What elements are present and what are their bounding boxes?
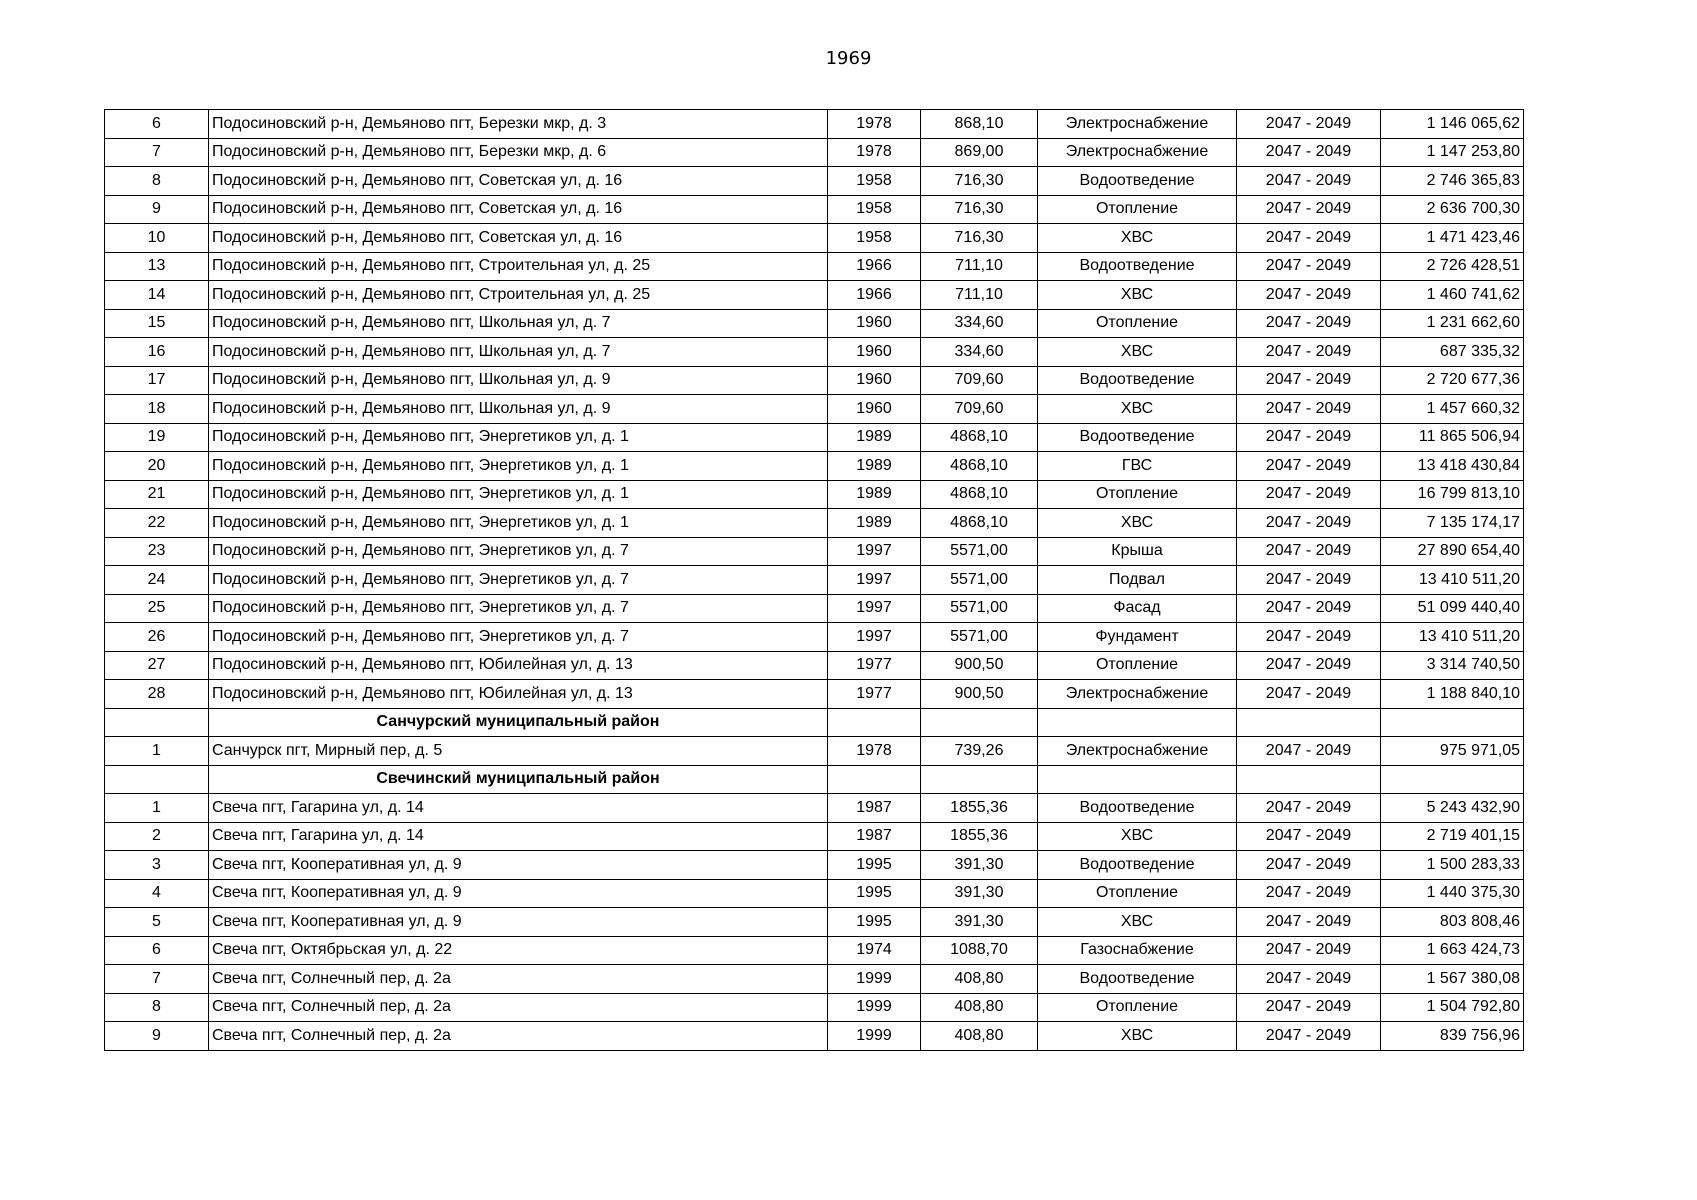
cell-row-number: 25 <box>105 594 209 623</box>
cell-area: 739,26 <box>921 737 1038 766</box>
cell-work-type: ХВС <box>1038 1022 1237 1051</box>
cell-row-number: 17 <box>105 366 209 395</box>
cell-area: 1088,70 <box>921 936 1038 965</box>
table-row <box>105 110 1524 139</box>
cell-row-number: 26 <box>105 623 209 652</box>
cell-address: Подосиновский р-н, Демьяново пгт, Юбилейная ул, д. 13 <box>209 680 828 709</box>
table-row <box>105 623 1524 652</box>
cell-build-year: 1978 <box>828 110 921 139</box>
cell-period: 2047 - 2049 <box>1237 680 1381 709</box>
cell-period: 2047 - 2049 <box>1237 623 1381 652</box>
table-row <box>105 138 1524 167</box>
section-header-row <box>105 708 1524 737</box>
cell-address: Свеча пгт, Октябрьская ул, д. 22 <box>209 936 828 965</box>
cell-period: 2047 - 2049 <box>1237 224 1381 253</box>
table-row <box>105 936 1524 965</box>
cell-row-number: 1 <box>105 794 209 823</box>
empty-cell <box>921 765 1038 794</box>
cell-build-year: 1974 <box>828 936 921 965</box>
cell-address: Подосиновский р-н, Демьяново пгт, Школьная ул, д. 7 <box>209 338 828 367</box>
cell-period: 2047 - 2049 <box>1237 737 1381 766</box>
cell-build-year: 1995 <box>828 851 921 880</box>
cell-cost: 2 746 365,83 <box>1381 167 1524 196</box>
cell-build-year: 1989 <box>828 452 921 481</box>
cell-area: 334,60 <box>921 338 1038 367</box>
cell-area: 4868,10 <box>921 509 1038 538</box>
empty-cell <box>105 708 209 737</box>
cell-address: Подосиновский р-н, Демьяново пгт, Энергетиков ул, д. 1 <box>209 480 828 509</box>
cell-period: 2047 - 2049 <box>1237 566 1381 595</box>
cell-row-number: 16 <box>105 338 209 367</box>
empty-cell <box>828 765 921 794</box>
cell-address: Подосиновский р-н, Демьяново пгт, Советская ул, д. 16 <box>209 195 828 224</box>
table-row <box>105 452 1524 481</box>
cell-build-year: 1987 <box>828 822 921 851</box>
cell-work-type: Подвал <box>1038 566 1237 595</box>
cell-area: 900,50 <box>921 680 1038 709</box>
cell-work-type: Электроснабжение <box>1038 680 1237 709</box>
cell-address: Свеча пгт, Солнечный пер, д. 2а <box>209 1022 828 1051</box>
cell-address: Подосиновский р-н, Демьяново пгт, Школьная ул, д. 9 <box>209 366 828 395</box>
cell-area: 1855,36 <box>921 794 1038 823</box>
cell-cost: 1 500 283,33 <box>1381 851 1524 880</box>
cell-cost: 1 460 741,62 <box>1381 281 1524 310</box>
cell-work-type: Отопление <box>1038 195 1237 224</box>
cell-build-year: 1977 <box>828 680 921 709</box>
cell-cost: 11 865 506,94 <box>1381 423 1524 452</box>
cell-area: 408,80 <box>921 965 1038 994</box>
cell-address: Свеча пгт, Солнечный пер, д. 2а <box>209 993 828 1022</box>
cell-row-number: 6 <box>105 110 209 139</box>
cell-area: 5571,00 <box>921 623 1038 652</box>
cell-row-number: 27 <box>105 651 209 680</box>
cell-period: 2047 - 2049 <box>1237 281 1381 310</box>
cell-area: 408,80 <box>921 1022 1038 1051</box>
cell-address: Подосиновский р-н, Демьяново пгт, Строительная ул, д. 25 <box>209 252 828 281</box>
cell-row-number: 8 <box>105 993 209 1022</box>
cell-address: Подосиновский р-н, Демьяново пгт, Школьная ул, д. 9 <box>209 395 828 424</box>
cell-cost: 13 418 430,84 <box>1381 452 1524 481</box>
cell-build-year: 1960 <box>828 309 921 338</box>
cell-address: Подосиновский р-н, Демьяново пгт, Строительная ул, д. 25 <box>209 281 828 310</box>
cell-row-number: 18 <box>105 395 209 424</box>
cell-address: Свеча пгт, Солнечный пер, д. 2а <box>209 965 828 994</box>
cell-area: 868,10 <box>921 110 1038 139</box>
cell-build-year: 1995 <box>828 908 921 937</box>
cell-cost: 687 335,32 <box>1381 338 1524 367</box>
cell-cost: 13 410 511,20 <box>1381 566 1524 595</box>
cell-work-type: Водоотведение <box>1038 252 1237 281</box>
cell-row-number: 21 <box>105 480 209 509</box>
cell-cost: 839 756,96 <box>1381 1022 1524 1051</box>
cell-area: 716,30 <box>921 167 1038 196</box>
cell-cost: 1 146 065,62 <box>1381 110 1524 139</box>
cell-build-year: 1989 <box>828 423 921 452</box>
cell-cost: 1 471 423,46 <box>1381 224 1524 253</box>
cell-work-type: ХВС <box>1038 224 1237 253</box>
cell-build-year: 1999 <box>828 1022 921 1051</box>
cell-work-type: Водоотведение <box>1038 794 1237 823</box>
cell-build-year: 1997 <box>828 537 921 566</box>
cell-work-type: Отопление <box>1038 309 1237 338</box>
cell-row-number: 7 <box>105 965 209 994</box>
cell-area: 709,60 <box>921 395 1038 424</box>
table-row <box>105 651 1524 680</box>
cell-cost: 1 188 840,10 <box>1381 680 1524 709</box>
cell-row-number: 14 <box>105 281 209 310</box>
cell-address: Свеча пгт, Кооперативная ул, д. 9 <box>209 851 828 880</box>
cell-cost: 16 799 813,10 <box>1381 480 1524 509</box>
cell-address: Подосиновский р-н, Демьяново пгт, Энергетиков ул, д. 7 <box>209 537 828 566</box>
cell-area: 5571,00 <box>921 566 1038 595</box>
cell-address: Санчурск пгт, Мирный пер, д. 5 <box>209 737 828 766</box>
cell-row-number: 4 <box>105 879 209 908</box>
cell-build-year: 1977 <box>828 651 921 680</box>
table-row <box>105 509 1524 538</box>
cell-build-year: 1966 <box>828 281 921 310</box>
cell-period: 2047 - 2049 <box>1237 338 1381 367</box>
table-row <box>105 680 1524 709</box>
empty-cell <box>1237 765 1381 794</box>
cell-address: Подосиновский р-н, Демьяново пгт, Энергетиков ул, д. 1 <box>209 509 828 538</box>
table-row <box>105 794 1524 823</box>
cell-area: 391,30 <box>921 879 1038 908</box>
cell-row-number: 9 <box>105 1022 209 1051</box>
cell-cost: 1 231 662,60 <box>1381 309 1524 338</box>
cell-build-year: 1960 <box>828 366 921 395</box>
cell-area: 716,30 <box>921 195 1038 224</box>
cell-work-type: Фундамент <box>1038 623 1237 652</box>
empty-cell <box>105 765 209 794</box>
cell-period: 2047 - 2049 <box>1237 794 1381 823</box>
cell-cost: 1 457 660,32 <box>1381 395 1524 424</box>
cell-address: Свеча пгт, Кооперативная ул, д. 9 <box>209 908 828 937</box>
cell-build-year: 1966 <box>828 252 921 281</box>
cell-address: Подосиновский р-н, Демьяново пгт, Березки мкр, д. 6 <box>209 138 828 167</box>
table-row <box>105 338 1524 367</box>
cell-row-number: 1 <box>105 737 209 766</box>
cell-work-type: Газоснабжение <box>1038 936 1237 965</box>
cell-work-type: Отопление <box>1038 993 1237 1022</box>
cell-work-type: Отопление <box>1038 480 1237 509</box>
cell-address: Подосиновский р-н, Демьяново пгт, Школьная ул, д. 7 <box>209 309 828 338</box>
cell-row-number: 23 <box>105 537 209 566</box>
cell-area: 391,30 <box>921 851 1038 880</box>
cell-row-number: 19 <box>105 423 209 452</box>
cell-address: Подосиновский р-н, Демьяново пгт, Энергетиков ул, д. 7 <box>209 566 828 595</box>
cell-area: 5571,00 <box>921 537 1038 566</box>
table-row <box>105 252 1524 281</box>
cell-work-type: ХВС <box>1038 338 1237 367</box>
cell-area: 4868,10 <box>921 480 1038 509</box>
cell-period: 2047 - 2049 <box>1237 252 1381 281</box>
table-row <box>105 879 1524 908</box>
cell-work-type: Электроснабжение <box>1038 110 1237 139</box>
cell-address: Подосиновский р-н, Демьяново пгт, Энергетиков ул, д. 7 <box>209 594 828 623</box>
table-row <box>105 423 1524 452</box>
cell-period: 2047 - 2049 <box>1237 309 1381 338</box>
cell-row-number: 2 <box>105 822 209 851</box>
cell-period: 2047 - 2049 <box>1237 594 1381 623</box>
cell-area: 5571,00 <box>921 594 1038 623</box>
cell-row-number: 7 <box>105 138 209 167</box>
cell-row-number: 8 <box>105 167 209 196</box>
cell-work-type: ХВС <box>1038 509 1237 538</box>
cell-build-year: 1989 <box>828 480 921 509</box>
cell-area: 4868,10 <box>921 423 1038 452</box>
cell-address: Подосиновский р-н, Демьяново пгт, Энергетиков ул, д. 7 <box>209 623 828 652</box>
cell-cost: 1 147 253,80 <box>1381 138 1524 167</box>
table-row <box>105 566 1524 595</box>
cell-build-year: 1997 <box>828 566 921 595</box>
cell-cost: 1 663 424,73 <box>1381 936 1524 965</box>
cell-build-year: 1960 <box>828 395 921 424</box>
cell-work-type: Отопление <box>1038 879 1237 908</box>
cell-period: 2047 - 2049 <box>1237 195 1381 224</box>
cell-build-year: 1958 <box>828 195 921 224</box>
cell-build-year: 1958 <box>828 167 921 196</box>
cell-work-type: Электроснабжение <box>1038 138 1237 167</box>
empty-cell <box>1237 708 1381 737</box>
cell-work-type: ХВС <box>1038 908 1237 937</box>
cell-work-type: Крыша <box>1038 537 1237 566</box>
cell-period: 2047 - 2049 <box>1237 1022 1381 1051</box>
table-row <box>105 1022 1524 1051</box>
cell-work-type: Водоотведение <box>1038 423 1237 452</box>
cell-build-year: 1978 <box>828 138 921 167</box>
table-row <box>105 822 1524 851</box>
cell-address: Свеча пгт, Гагарина ул, д. 14 <box>209 794 828 823</box>
cell-period: 2047 - 2049 <box>1237 480 1381 509</box>
cell-period: 2047 - 2049 <box>1237 452 1381 481</box>
cell-area: 334,60 <box>921 309 1038 338</box>
table-row <box>105 195 1524 224</box>
cell-area: 869,00 <box>921 138 1038 167</box>
table-row <box>105 395 1524 424</box>
cell-work-type: Фасад <box>1038 594 1237 623</box>
cell-cost: 27 890 654,40 <box>1381 537 1524 566</box>
cell-build-year: 1999 <box>828 993 921 1022</box>
repair-schedule-table <box>104 109 1524 1051</box>
cell-period: 2047 - 2049 <box>1237 395 1381 424</box>
cell-period: 2047 - 2049 <box>1237 651 1381 680</box>
cell-build-year: 1997 <box>828 594 921 623</box>
cell-cost: 13 410 511,20 <box>1381 623 1524 652</box>
cell-period: 2047 - 2049 <box>1237 423 1381 452</box>
cell-cost: 2 636 700,30 <box>1381 195 1524 224</box>
cell-row-number: 22 <box>105 509 209 538</box>
cell-row-number: 20 <box>105 452 209 481</box>
cell-work-type: Водоотведение <box>1038 167 1237 196</box>
cell-period: 2047 - 2049 <box>1237 879 1381 908</box>
cell-work-type: Водоотведение <box>1038 965 1237 994</box>
cell-work-type: ХВС <box>1038 281 1237 310</box>
cell-cost: 1 440 375,30 <box>1381 879 1524 908</box>
cell-area: 716,30 <box>921 224 1038 253</box>
cell-cost: 2 720 677,36 <box>1381 366 1524 395</box>
cell-work-type: ХВС <box>1038 822 1237 851</box>
cell-period: 2047 - 2049 <box>1237 936 1381 965</box>
cell-row-number: 6 <box>105 936 209 965</box>
cell-area: 391,30 <box>921 908 1038 937</box>
cell-work-type: Отопление <box>1038 651 1237 680</box>
cell-build-year: 1997 <box>828 623 921 652</box>
empty-cell <box>1038 708 1237 737</box>
cell-build-year: 1978 <box>828 737 921 766</box>
page-number: 1969 <box>825 48 872 69</box>
cell-address: Подосиновский р-н, Демьяново пгт, Березки мкр, д. 3 <box>209 110 828 139</box>
cell-work-type: ГВС <box>1038 452 1237 481</box>
cell-cost: 803 808,46 <box>1381 908 1524 937</box>
cell-row-number: 28 <box>105 680 209 709</box>
cell-work-type: ХВС <box>1038 395 1237 424</box>
table-row <box>105 537 1524 566</box>
cell-address: Подосиновский р-н, Демьяново пгт, Энергетиков ул, д. 1 <box>209 452 828 481</box>
cell-row-number: 13 <box>105 252 209 281</box>
cell-cost: 2 719 401,15 <box>1381 822 1524 851</box>
cell-period: 2047 - 2049 <box>1237 993 1381 1022</box>
cell-work-type: Водоотведение <box>1038 366 1237 395</box>
cell-address: Свеча пгт, Кооперативная ул, д. 9 <box>209 879 828 908</box>
empty-cell <box>1381 708 1524 737</box>
cell-period: 2047 - 2049 <box>1237 509 1381 538</box>
table-row <box>105 993 1524 1022</box>
cell-area: 900,50 <box>921 651 1038 680</box>
table-row <box>105 851 1524 880</box>
empty-cell <box>828 708 921 737</box>
cell-period: 2047 - 2049 <box>1237 851 1381 880</box>
cell-cost: 3 314 740,50 <box>1381 651 1524 680</box>
table-row <box>105 167 1524 196</box>
cell-address: Свеча пгт, Гагарина ул, д. 14 <box>209 822 828 851</box>
table-body <box>105 110 1524 1051</box>
cell-row-number: 10 <box>105 224 209 253</box>
table-row <box>105 594 1524 623</box>
cell-period: 2047 - 2049 <box>1237 908 1381 937</box>
cell-row-number: 15 <box>105 309 209 338</box>
cell-build-year: 1958 <box>828 224 921 253</box>
cell-period: 2047 - 2049 <box>1237 110 1381 139</box>
cell-address: Подосиновский р-н, Демьяново пгт, Энергетиков ул, д. 1 <box>209 423 828 452</box>
cell-area: 709,60 <box>921 366 1038 395</box>
cell-cost: 7 135 174,17 <box>1381 509 1524 538</box>
cell-address: Подосиновский р-н, Демьяново пгт, Советская ул, д. 16 <box>209 167 828 196</box>
empty-cell <box>1381 765 1524 794</box>
table-row <box>105 366 1524 395</box>
cell-work-type: Электроснабжение <box>1038 737 1237 766</box>
cell-cost: 51 099 440,40 <box>1381 594 1524 623</box>
cell-build-year: 1987 <box>828 794 921 823</box>
cell-cost: 1 567 380,08 <box>1381 965 1524 994</box>
cell-period: 2047 - 2049 <box>1237 822 1381 851</box>
table-row <box>105 908 1524 937</box>
section-title: Свечинский муниципальный район <box>209 765 828 794</box>
table-row <box>105 737 1524 766</box>
cell-build-year: 1960 <box>828 338 921 367</box>
cell-area: 1855,36 <box>921 822 1038 851</box>
cell-area: 711,10 <box>921 281 1038 310</box>
empty-cell <box>1038 765 1237 794</box>
table-row <box>105 224 1524 253</box>
cell-row-number: 3 <box>105 851 209 880</box>
cell-build-year: 1999 <box>828 965 921 994</box>
cell-cost: 2 726 428,51 <box>1381 252 1524 281</box>
cell-row-number: 24 <box>105 566 209 595</box>
cell-address: Подосиновский р-н, Демьяново пгт, Юбилейная ул, д. 13 <box>209 651 828 680</box>
cell-cost: 1 504 792,80 <box>1381 993 1524 1022</box>
section-title: Санчурский муниципальный район <box>209 708 828 737</box>
cell-area: 408,80 <box>921 993 1038 1022</box>
cell-row-number: 5 <box>105 908 209 937</box>
cell-cost: 975 971,05 <box>1381 737 1524 766</box>
cell-work-type: Водоотведение <box>1038 851 1237 880</box>
cell-area: 711,10 <box>921 252 1038 281</box>
table-row <box>105 480 1524 509</box>
empty-cell <box>921 708 1038 737</box>
cell-build-year: 1995 <box>828 879 921 908</box>
cell-area: 4868,10 <box>921 452 1038 481</box>
cell-period: 2047 - 2049 <box>1237 138 1381 167</box>
cell-build-year: 1989 <box>828 509 921 538</box>
cell-row-number: 9 <box>105 195 209 224</box>
cell-period: 2047 - 2049 <box>1237 537 1381 566</box>
cell-period: 2047 - 2049 <box>1237 366 1381 395</box>
cell-period: 2047 - 2049 <box>1237 167 1381 196</box>
section-header-row <box>105 765 1524 794</box>
table-row <box>105 309 1524 338</box>
cell-address: Подосиновский р-н, Демьяново пгт, Советская ул, д. 16 <box>209 224 828 253</box>
table-row <box>105 965 1524 994</box>
table-row <box>105 281 1524 310</box>
cell-period: 2047 - 2049 <box>1237 965 1381 994</box>
cell-cost: 5 243 432,90 <box>1381 794 1524 823</box>
